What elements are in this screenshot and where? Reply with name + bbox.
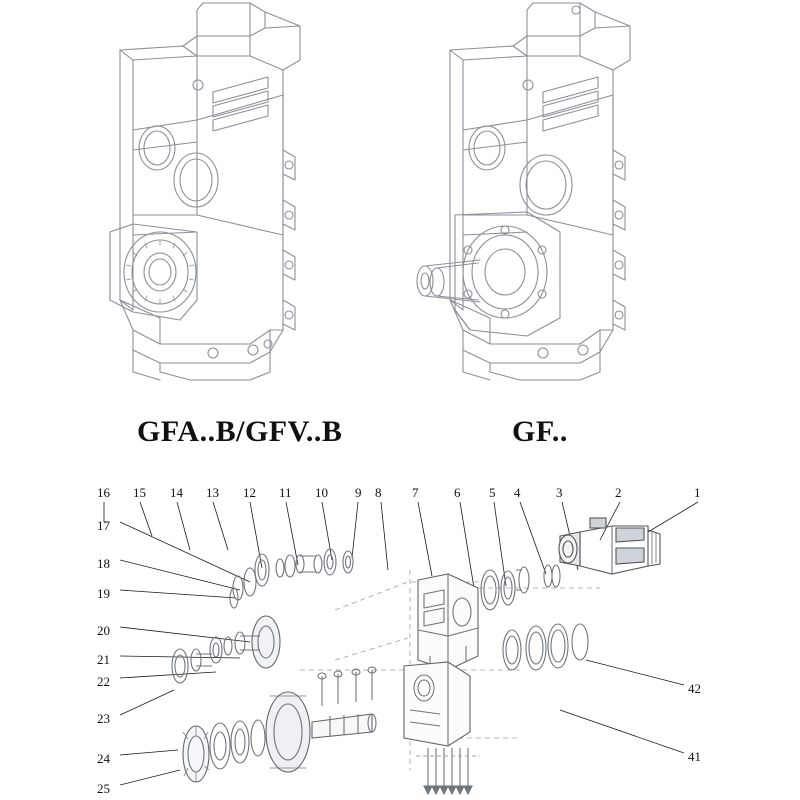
part-number-label: 22 — [97, 674, 110, 689]
exploded-parts-drawing — [0, 470, 800, 800]
part-number-label: 19 — [97, 586, 110, 601]
caption-right-unit: GF.. — [512, 415, 568, 448]
leader-lines-top — [104, 502, 698, 588]
leader-lines-right — [560, 660, 684, 753]
part-number-label: 10 — [315, 485, 328, 500]
part-number-label: 2 — [615, 485, 622, 500]
part-number-label: 8 — [375, 485, 382, 500]
part-number-label: 9 — [355, 485, 362, 500]
part-number-label: 5 — [489, 485, 496, 500]
part-number-label: 17 — [97, 518, 110, 533]
part-rings-group-upper — [481, 565, 560, 610]
part-washers-left — [230, 568, 256, 608]
caption-left-unit: GFA..B/GFV..B — [137, 415, 343, 448]
part-housing-body — [418, 574, 478, 670]
part-number-label: 6 — [454, 485, 461, 500]
part-number-label: 24 — [97, 751, 110, 766]
part-number-label: 14 — [170, 485, 183, 500]
part-number-label: 20 — [97, 623, 110, 638]
part-number-label: 21 — [97, 652, 110, 667]
exploded-view — [0, 470, 800, 800]
part-lower-housing — [404, 662, 470, 746]
part-number-label: 4 — [514, 485, 521, 500]
left-gear-unit-drawing — [110, 3, 300, 380]
part-number-label: 13 — [206, 485, 219, 500]
part-output-gear — [183, 692, 310, 782]
part-number-label: 25 — [97, 781, 110, 796]
right-gear-unit-drawing — [417, 3, 630, 380]
part-rings-group-right — [503, 624, 588, 670]
part-output-shaft — [312, 714, 376, 738]
part-number-label: 12 — [243, 485, 256, 500]
part-number-label: 1 — [694, 485, 701, 500]
part-shaft-middle — [172, 616, 280, 683]
part-number-label: 7 — [412, 485, 419, 500]
part-number-label: 18 — [97, 556, 110, 571]
part-motor-adapter — [559, 518, 660, 574]
part-bolt-group-bottom — [416, 748, 480, 794]
part-number-label: 11 — [279, 485, 292, 500]
part-number-label: 41 — [688, 749, 701, 764]
part-number-label: 3 — [556, 485, 563, 500]
part-number-label: 16 — [97, 485, 110, 500]
part-number-label: 42 — [688, 681, 701, 696]
part-shaft-upper — [255, 549, 353, 586]
part-number-label: 15 — [133, 485, 146, 500]
part-pins-group — [318, 667, 376, 706]
part-number-label: 23 — [97, 711, 110, 726]
